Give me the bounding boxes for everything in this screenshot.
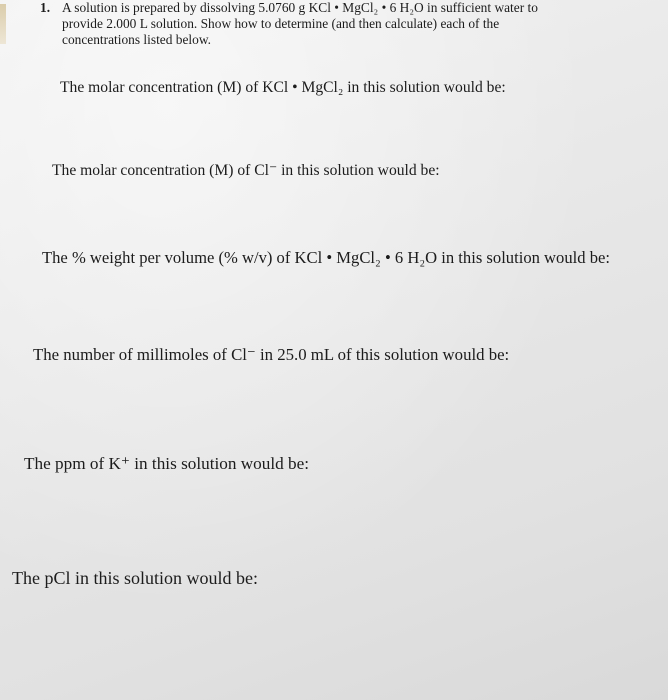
question-molar-concentration-chloride: The molar concentration (M) of Cl⁻ in this solution would be: <box>52 162 440 179</box>
question-pcl: The pCl in this solution would be: <box>12 568 258 588</box>
question-molar-concentration-salt: The molar concentration (M) of KCl • MgCl₂ in this solution would be: <box>60 79 506 96</box>
problem-intro <box>40 0 652 48</box>
question-ppm-potassium: The ppm of K⁺ in this solution would be: <box>24 454 310 473</box>
intro-line-2: provide 2.000 L solution. Show how to determine (and then calculate) each of the <box>62 16 500 31</box>
question-millimoles-chloride: The number of millimoles of Cl⁻ in 25.0 mL of this solution would be: <box>33 345 510 364</box>
page-edge-mark <box>0 4 6 44</box>
problem-number: 1. <box>40 0 51 15</box>
question-percent-weight-per-volume: The % weight per volume (% w/v) of KCl • MgCl₂ • 6 H₂O in this solution would be: <box>42 248 610 267</box>
intro-line-3: concentrations listed below. <box>62 32 211 47</box>
problem-statement <box>62 0 652 48</box>
intro-line-1: A solution is prepared by dissolving 5.0760 g KCl • MgCl₂ • 6 H₂O in sufficient water to <box>62 0 538 15</box>
